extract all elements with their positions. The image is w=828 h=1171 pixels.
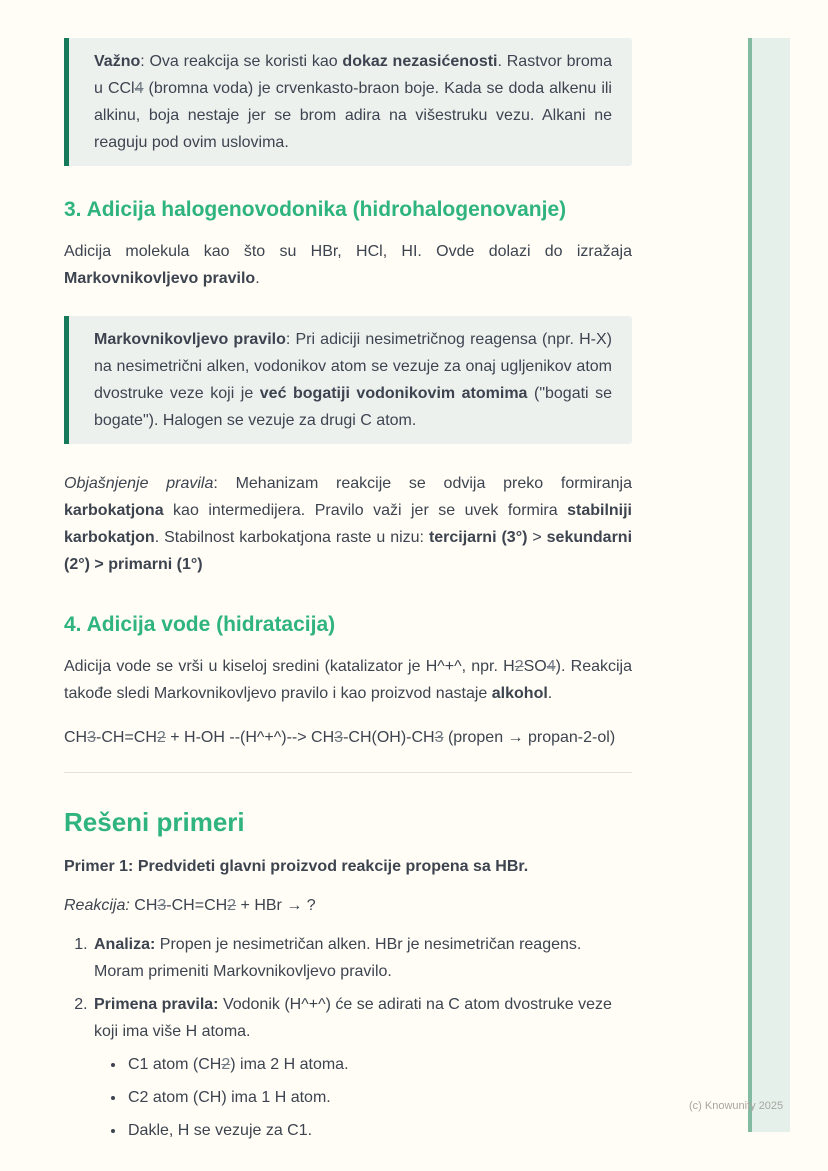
bullet-item-text: Dakle, H se vezuje za C1. [128, 1122, 313, 1139]
callout-vazno [64, 38, 632, 166]
section-4-heading: 4. Adicija vode (hidratacija) [64, 613, 336, 636]
rule-explanation: Objašnjenje pravila: Mehanizam reakcije se odvija preko formiranja karbokatjona kao intermedijera. Pravilo važi jer se uvek formira stabilniji karbokatjon. Stabilnost karbokatjona raste u nizu: tercijarni (3°) > sekundarni (2°) > primarni (1°) [64, 475, 633, 573]
bullet-item [126, 1051, 632, 1078]
step-item-primena [92, 991, 632, 1144]
decorative-side-strip [748, 38, 790, 1132]
section-3-heading: 3. Adicija halogenovodonika (hidrohalogenovanje) [64, 198, 567, 221]
callout-markovnikov [64, 316, 632, 444]
primer-1-reaction: Reakcija: CH3-CH=CH2 + HBr → ? [64, 897, 316, 914]
bullet-item-text: C2 atom (CH) ima 1 H atom. [128, 1089, 331, 1106]
step-item-text: Primena pravila: Vodonik (H^+^) će se adirati na C atom dvostruke veze koji ima više H atoma. [94, 996, 612, 1040]
section-3-intro: Adicija molekula kao što su HBr, HCl, HI. Ovde dolazi do izražaja Markovnikovljevo pravilo. [64, 243, 632, 287]
bullet-list [94, 1051, 632, 1144]
section-4-intro: Adicija vode se vrši u kiseloj sredini (katalizator je H^+^, npr. H2SO4). Reakcija takođe sledi Markovnikovljevo pravilo i kao proizvod nastaje alkohol. [64, 658, 632, 702]
watermark: (c) Knowunity 2025 [689, 1100, 784, 1112]
bullet-item [126, 1084, 632, 1111]
examples-heading: Rešeni primeri [64, 807, 245, 837]
divider [64, 772, 632, 773]
step-item-text: Analiza: Propen je nesimetričan alken. HBr je nesimetričan reagens. Moram primeniti Markovnikovljevo pravilo. [94, 936, 582, 980]
hydration-formula: CH3-CH=CH2 + H-OH --(H^+^)--> CH3-CH(OH)-CH3 (propen → propan-2-ol) [64, 729, 616, 746]
content-column [64, 38, 632, 1144]
bullet-item-text: C1 atom (CH2) ima 2 H atoma. [128, 1056, 349, 1073]
steps-list [64, 931, 632, 1144]
primer-1-title: Primer 1: Predvideti glavni proizvod reakcije propena sa HBr. [64, 858, 529, 875]
bullet-item [126, 1117, 632, 1144]
step-item-analiza [92, 931, 632, 985]
callout-vazno-text: Važno: Ova reakcija se koristi kao dokaz nezasićenosti. Rastvor broma u CCl4 (bromna voda) je crvenkasto-braon boje. Kada se doda alkenu ili alkinu, boja nestaje jer se brom adira na višestruku vezu. Alkani ne reaguju pod ovim uslovima. [94, 53, 613, 151]
callout-markovnikov-text: Markovnikovljevo pravilo: Pri adiciji nesimetričnog reagensa (npr. H-X) na nesimetrični alken, vodonikov atom se vezuje za onaj ugljenikov atom dvostruke veze koji je već bogatiji vodonikovim atomima ("bogati se bogate"). Halogen se vezuje za drugi C atom. [94, 331, 613, 429]
